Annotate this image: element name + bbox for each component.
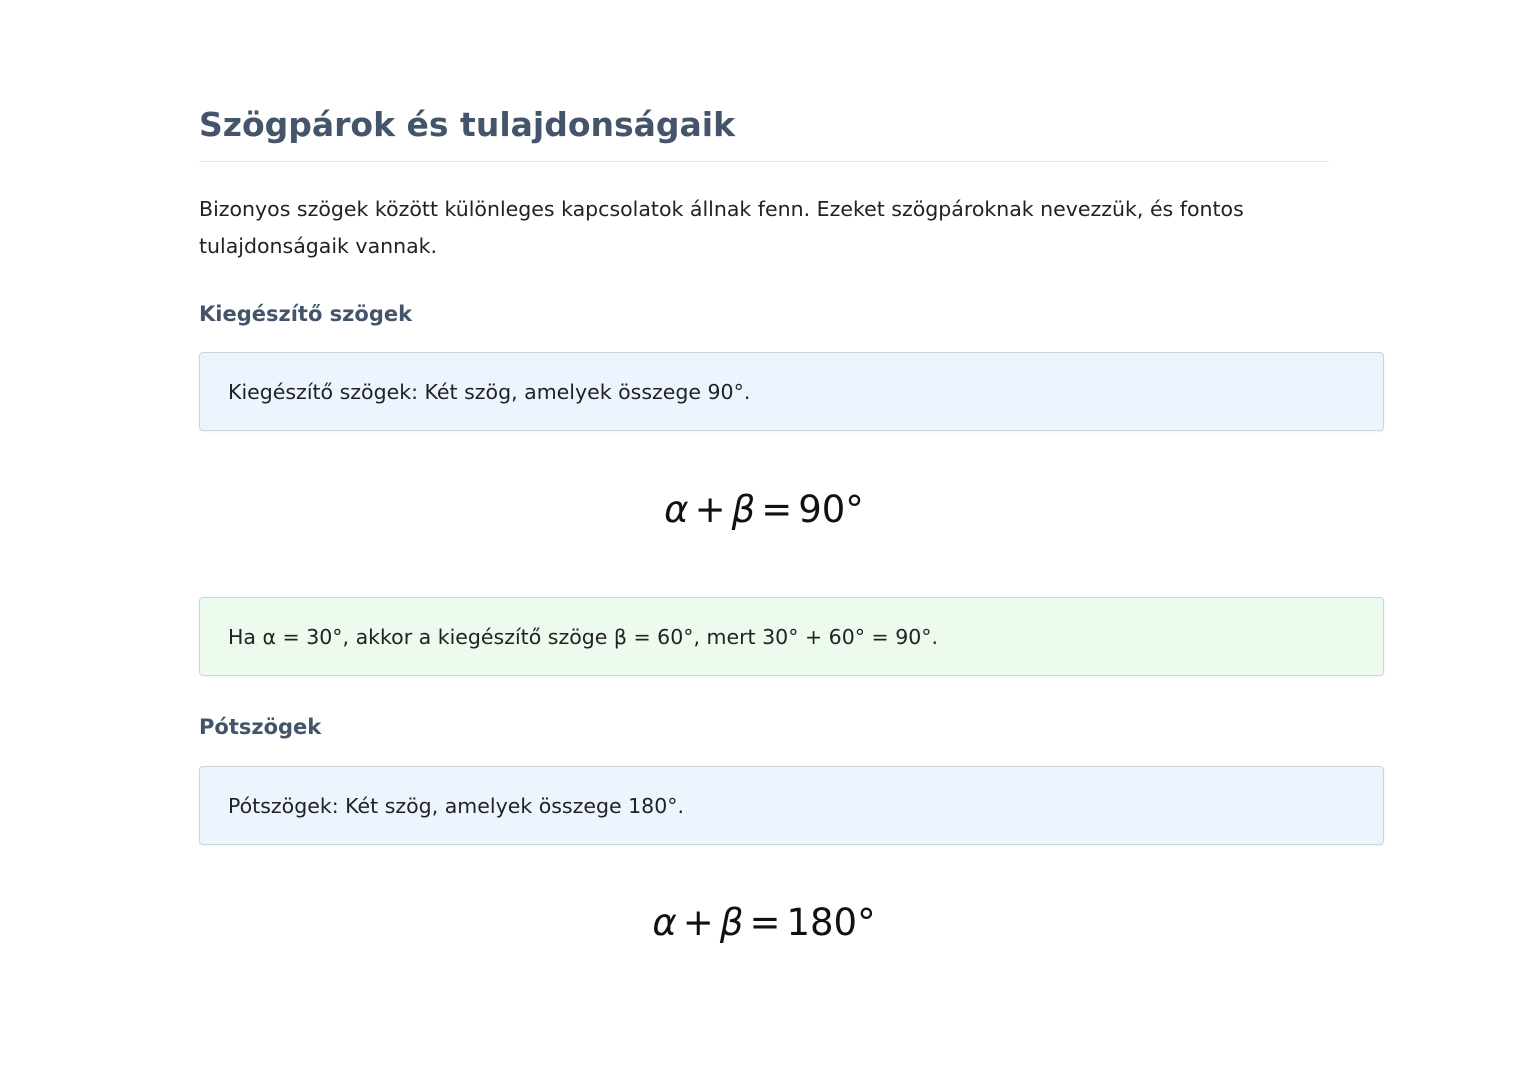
formula-value: 180° [786, 901, 876, 944]
formula-value: 90° [798, 488, 864, 531]
example-text: Ha α = 30°, akkor a kiegészítő szöge β = 60°, mert 30° + 60° = 90°. [228, 625, 939, 649]
section-heading-complementary: Kiegészítő szögek [199, 302, 413, 326]
formula-plus: + [694, 488, 726, 531]
formula-equals: = [749, 901, 781, 944]
definition-box-supplementary [199, 766, 1384, 845]
definition-text: Pótszögek: Két szög, amelyek összege 180°. [228, 794, 685, 818]
example-box [199, 597, 1384, 676]
section-heading-supplementary: Pótszögek [199, 715, 322, 739]
intro-paragraph: Bizonyos szögek között különleges kapcsolatok állnak fenn. Ezeket szögpároknak nevezzük, és fontos tulajdonságaik vannak. [199, 197, 1244, 258]
formula-alpha: α [652, 901, 677, 944]
definition-text: Kiegészítő szögek: Két szög, amelyek összege 90°. [228, 380, 751, 404]
definition-box-complementary [199, 352, 1384, 431]
formula-beta: β [719, 901, 744, 944]
formula-equals: = [761, 488, 793, 531]
formula-alpha: α [664, 488, 689, 531]
title-divider [199, 161, 1329, 162]
formula-supplementary [199, 900, 1329, 946]
formula-beta: β [731, 488, 756, 531]
formula-plus: + [682, 901, 714, 944]
page-title: Szögpárok és tulajdonságaik [199, 105, 736, 144]
formula-complementary [199, 487, 1329, 533]
